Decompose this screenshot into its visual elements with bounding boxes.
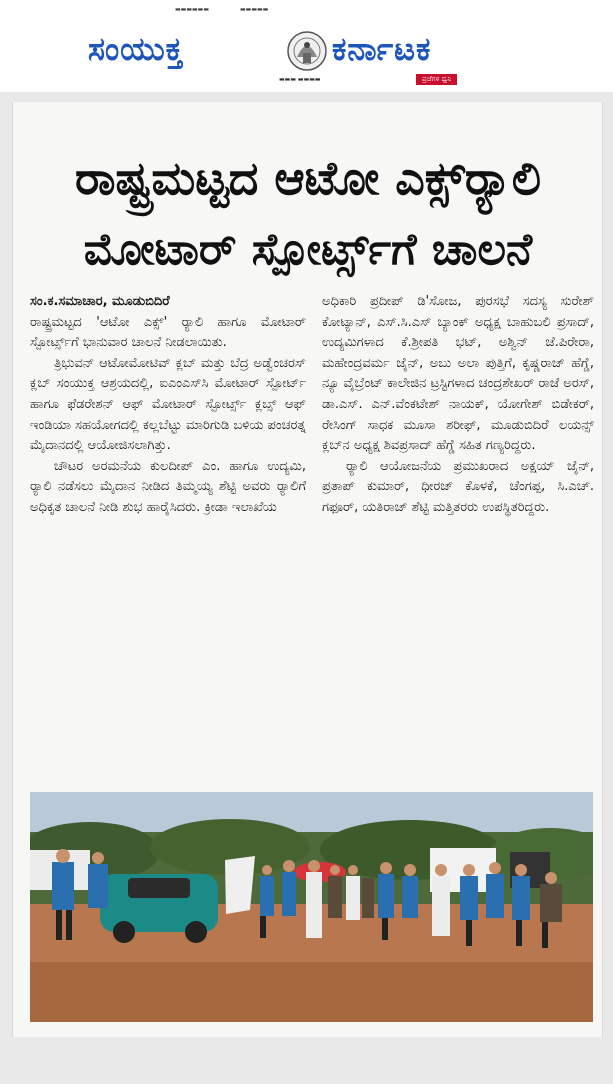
article-headline <box>28 142 588 286</box>
masthead-name-right: ಕರ್ನಾಟಕ <box>332 30 432 68</box>
masthead-name-left: ಸಂಯುಕ್ತ <box>88 30 184 68</box>
article-column-left <box>30 292 306 519</box>
headline-line-1: ರಾಷ್ಟ್ರಮಟ್ಟದ ಆಟೋ ಎಕ್ಸ್‌ರ್‍ಯಾಲಿ <box>74 151 542 205</box>
article-column-right <box>322 292 594 519</box>
masthead <box>0 0 613 92</box>
article-paragraph-4: ಅಧಿಕಾರಿ ಪ್ರದೀಪ್ ಡಿ'ಸೋಜ, ಪುರಸಭೆ ಸದಸ್ಯ ಸುರೇಶ್ ಕೋಟ್ಯಾನ್, ಎಸ್.ಸಿ.ಎಸ್ ಬ್ಯಾಂಕ್ ಅಧ್ಯಕ್ಷ ಬಾಹುಬಲಿ ಪ್ರಸಾದ್, ಉದ್ಯಮಿಗಳಾದ ಕೆ.ಶ್ರೀಪತಿ ಭಟ್, ಅಶ್ವಿನ್ ಜೆ.ಪಿರೇರಾ, ಮಹೇಂದ್ರವರ್ಮ ಜೈನ್, ಅಬು ಅಲಾ ಪುತ್ತಿಗೆ, ಕೃಷ್ಣರಾಜ್ ಹೆಗ್ಡೆ, ನ್ಯೂ ವೈಬ್ರೆಂಟ್ ಕಾಲೇಜಿನ ಟ್ರಸ್ಟಿಗಳಾದ ಚಂದ್ರಶೇಖರ್ ರಾಜೆ ಅರಸ್, ಡಾ.ಎಸ್. ಎನ್.ವೆಂಕಟೇಶ್ ನಾಯಕ್, ಯೋಗೇಶ್ ಬಿಡೇಕರ್, ರೇಸಿಂಗ್ ಸಾಧಕ ಮೂಸಾ ಶರೀಫ್, ಮೂಡುಬಿದಿರೆ ಲಯನ್ಸ್ ಕ್ಲಬ್‌ನ ಅಧ್ಯಕ್ಷ ಶಿವಪ್ರಸಾದ್ ಹೆಗ್ಡೆ ಸಹಿತ ಗಣ್ಯರಿದ್ದರು. <box>322 294 594 454</box>
article-dateline: ಸಂ.ಕ.ಸಮಾಚಾರ, ಮೂಡುಬಿದಿರೆ <box>30 294 170 309</box>
article-paragraph-1: ರಾಷ್ಟ್ರಮಟ್ಟದ 'ಆಟೋ ಎಕ್ಸ್' ರ್‍ಯಾಲಿ ಹಾಗೂ ಮೋಟಾರ್ ಸ್ಪೋರ್ಟ್ಸ್‌ಗೆ ಭಾನುವಾರ ಚಾಲನೆ ನೀಡಲಾಯಿತು. <box>30 314 306 351</box>
headline-line-2: ಮೋಟಾರ್ ಸ್ಪೋರ್ಟ್ಸ್‌ಗೆ ಚಾಲನೆ <box>83 224 533 275</box>
rally-group-photo <box>30 792 593 1022</box>
masthead-tagline: ಪ್ರಜೆಗಳ ಧ್ವನಿ <box>416 74 457 85</box>
karnataka-emblem-icon <box>284 29 330 75</box>
article-paragraph-3: ಚೌಟರ ಅರಮನೆಯ ಕುಲದೀಪ್ ಎಂ. ಹಾಗೂ ಉದ್ಯಮಿ, ರ್‍ಯಾಲಿ ನಡೆಸಲು ಮೈದಾನ ನೀಡಿದ ತಿಮ್ಮಯ್ಯ ಶೆಟ್ಟಿ ಅವರು ರ್‍ಯಾಲಿಗೆ ಅಧಿಕೃತ ಚಾಲನೆ ನೀಡಿ ಶುಭ ಹಾರೈಸಿದರು. ಕ್ರೀಡಾ ಇಲಾಖೆಯ <box>30 458 306 515</box>
masthead-emblem-caption: ▬▬▬ ▬▬▬▬ <box>279 76 321 83</box>
masthead-small-print: ▬▬▬▬▬▬ <box>175 6 210 13</box>
article-paragraph-2: ತ್ರಿಭುವನ್ ಆಟೋಮೋಟಿವ್ ಕ್ಲಬ್ ಮತ್ತು ಬೆದ್ರ ಅಡ್ವೆಂಚರಸ್ ಕ್ಲಬ್ ಸಂಯುಕ್ತ ಆಶ್ರಯದಲ್ಲಿ, ಐಎಂಎಸ್‌ಸಿ ಮೋಟಾರ್ ಸ್ಪೋರ್ಟ್ ಹಾಗೂ ಫೆಡರೇಶನ್ ಆಫ್ ಮೋಟಾರ್ ಸ್ಪೋರ್ಟ್ಸ್ ಕ್ಲಬ್ಸ್ ಆಫ್ ಇಂಡಿಯಾ ಸಹಯೋಗದಲ್ಲಿ ಕಲ್ಲಬೆಟ್ಟು ಮಾರಿಗುಡಿ ಬಳಿಯ ಪಂಚರತ್ನ ಮೈದಾನದಲ್ಲಿ ಆಯೋಜಿಸಲಾಗಿತ್ತು. <box>30 355 306 454</box>
article-paragraph-5: ರ್‍ಯಾಲಿ ಆಯೋಜನೆಯ ಪ್ರಮುಖರಾದ ಅಕ್ಷಯ್ ಜೈನ್, ಪ್ರತಾಪ್ ಕುಮಾರ್, ಧೀರಜ್ ಕೊಳಕೆ, ಚೆಂಗಪ್ಪ, ಸಿ.ಎಚ್. ಗಫೂರ್, ಯತಿರಾಜ್ ಶೆಟ್ಟಿ ಮತ್ತಿತರರು ಉಪಸ್ಥಿತರಿದ್ದರು. <box>322 458 594 515</box>
masthead-small-print-2: ▬▬▬▬▬ <box>240 6 269 13</box>
